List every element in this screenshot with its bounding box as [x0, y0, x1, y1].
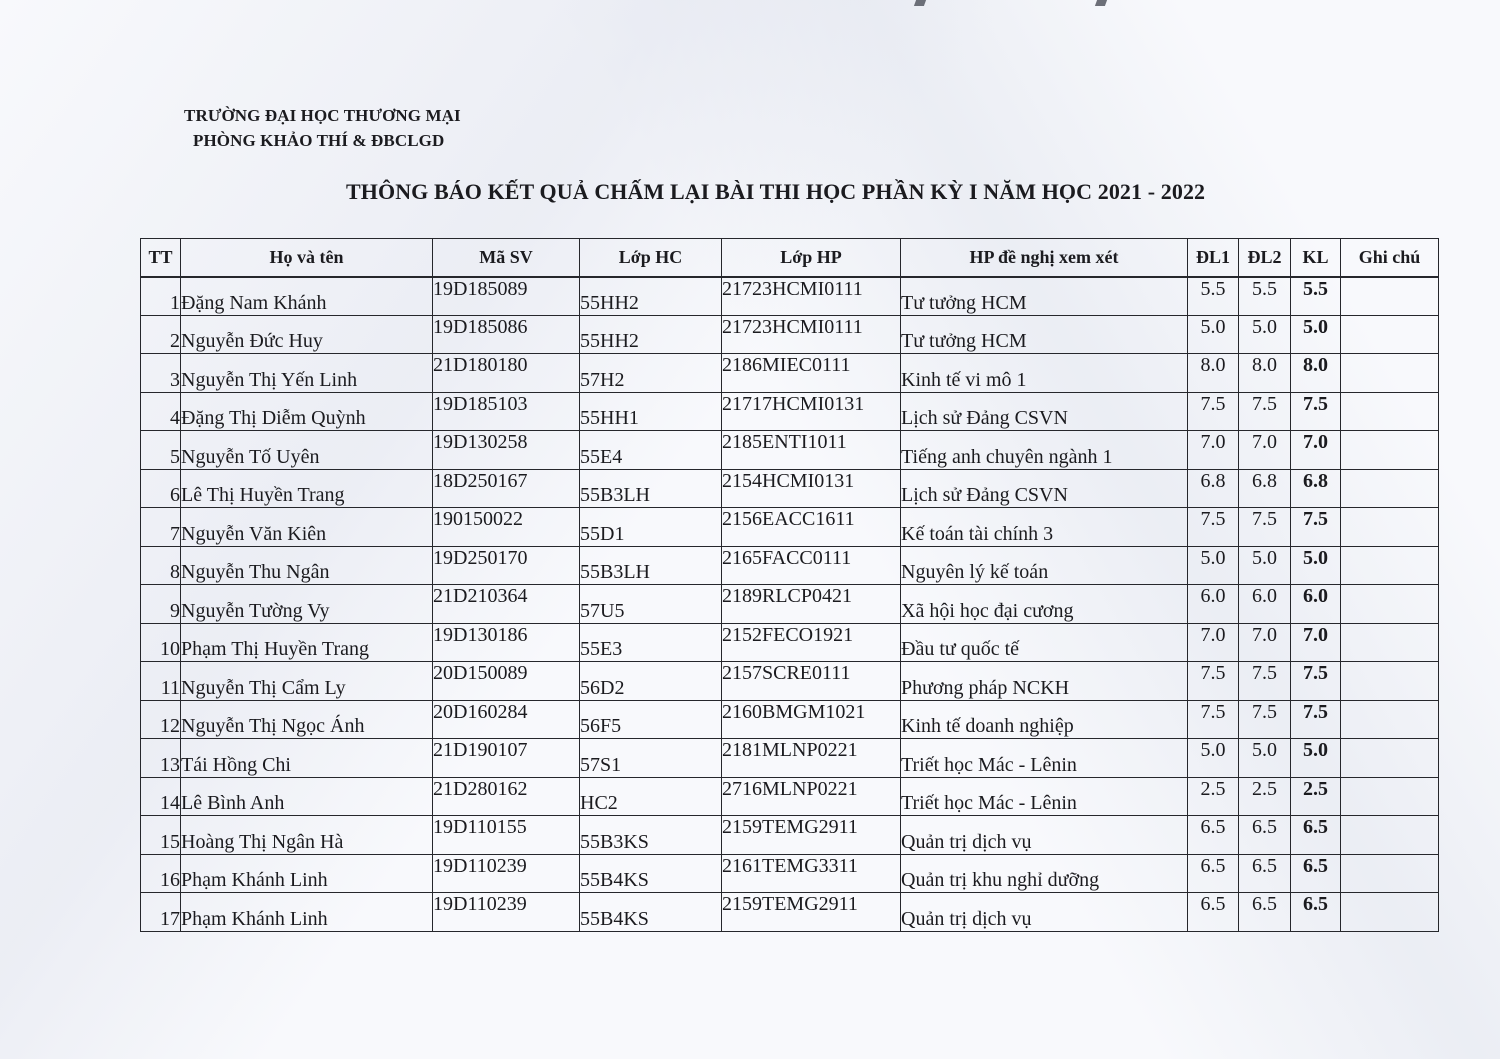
note-cell: [1341, 469, 1439, 508]
score-dl2-cell: 6.5: [1239, 816, 1291, 855]
final-score-cell: 5.0: [1291, 546, 1341, 585]
course-class-cell: 2156EACC1611: [722, 508, 901, 547]
student-id-cell: 19D110239: [433, 893, 580, 932]
note-cell: [1341, 315, 1439, 354]
score-dl1-cell: 6.8: [1188, 469, 1239, 508]
final-score-cell: 6.5: [1291, 816, 1341, 855]
note-cell: [1341, 277, 1439, 316]
student-name-cell: Nguyễn Thị Cẩm Ly: [181, 662, 433, 701]
student-id-cell: 19D185089: [433, 277, 580, 316]
score-dl2-cell: 5.0: [1239, 739, 1291, 778]
note-cell: [1341, 585, 1439, 624]
course-name-cell: Quản trị dịch vụ: [901, 893, 1188, 932]
column-header-note: Ghi chú: [1341, 239, 1439, 277]
document-title: THÔNG BÁO KẾT QUẢ CHẤM LẠI BÀI THI HỌC PHẦN KỲ I NĂM HỌC 2021 - 2022: [346, 179, 1206, 204]
student-name-cell: Đặng Nam Khánh: [181, 277, 433, 316]
course-name-cell: Kế toán tài chính 3: [901, 508, 1188, 547]
note-cell: [1341, 739, 1439, 778]
student-name-cell: Phạm Thị Huyền Trang: [181, 623, 433, 662]
row-number-cell: 2: [141, 315, 181, 354]
final-score-cell: 2.5: [1291, 777, 1341, 816]
column-header-admin-class: Lớp HC: [580, 239, 722, 277]
student-name-cell: Nguyễn Tường Vy: [181, 585, 433, 624]
row-number-cell: 3: [141, 354, 181, 393]
course-class-cell: 21723HCMI0111: [722, 277, 901, 316]
course-class-cell: 2165FACC0111: [722, 546, 901, 585]
admin-class-cell: 56F5: [580, 700, 722, 739]
course-class-cell: 2716MLNP0221: [722, 777, 901, 816]
admin-class-cell: 55B4KS: [580, 893, 722, 932]
admin-class-cell: 57U5: [580, 585, 722, 624]
student-id-cell: 20D160284: [433, 700, 580, 739]
score-dl2-cell: 6.8: [1239, 469, 1291, 508]
course-name-cell: Đầu tư quốc tế: [901, 623, 1188, 662]
table-row: [141, 315, 1439, 354]
score-dl2-cell: 5.0: [1239, 315, 1291, 354]
table-row: [141, 546, 1439, 585]
score-dl1-cell: 7.5: [1188, 700, 1239, 739]
row-number-cell: 6: [141, 469, 181, 508]
final-score-cell: 8.0: [1291, 354, 1341, 393]
student-name-cell: Nguyễn Thị Yến Linh: [181, 354, 433, 393]
column-header-course-requested: HP đề nghị xem xét: [901, 239, 1188, 277]
course-name-cell: Quản trị dịch vụ: [901, 816, 1188, 855]
column-header-dl2: ĐL2: [1239, 239, 1291, 277]
row-number-cell: 17: [141, 893, 181, 932]
note-cell: [1341, 508, 1439, 547]
score-dl1-cell: 5.0: [1188, 315, 1239, 354]
column-header-kl: KL: [1291, 239, 1341, 277]
note-cell: [1341, 662, 1439, 701]
final-score-cell: 7.5: [1291, 700, 1341, 739]
row-number-cell: 9: [141, 585, 181, 624]
table-row: [141, 662, 1439, 701]
row-number-cell: 4: [141, 392, 181, 431]
student-id-cell: 21D210364: [433, 585, 580, 624]
note-cell: [1341, 893, 1439, 932]
score-dl1-cell: 7.0: [1188, 431, 1239, 470]
score-dl2-cell: 6.5: [1239, 854, 1291, 893]
score-dl1-cell: 5.0: [1188, 739, 1239, 778]
table-row: [141, 392, 1439, 431]
course-class-cell: 21717HCMI0131: [722, 392, 901, 431]
final-score-cell: 7.5: [1291, 392, 1341, 431]
table-row: [141, 469, 1439, 508]
course-name-cell: Quản trị khu nghỉ dưỡng: [901, 854, 1188, 893]
student-name-cell: Phạm Khánh Linh: [181, 854, 433, 893]
note-cell: [1341, 854, 1439, 893]
admin-class-cell: 55HH2: [580, 277, 722, 316]
student-id-cell: 19D130186: [433, 623, 580, 662]
student-name-cell: Lê Bình Anh: [181, 777, 433, 816]
student-id-cell: 19D185103: [433, 392, 580, 431]
student-name-cell: Nguyễn Thị Ngọc Ánh: [181, 700, 433, 739]
table-row: [141, 508, 1439, 547]
student-id-cell: 21D180180: [433, 354, 580, 393]
score-dl2-cell: 7.5: [1239, 662, 1291, 701]
score-dl1-cell: 5.0: [1188, 546, 1239, 585]
table-row: [141, 854, 1439, 893]
table-row: [141, 816, 1439, 855]
course-name-cell: Kinh tế doanh nghiệp: [901, 700, 1188, 739]
score-dl1-cell: 7.5: [1188, 508, 1239, 547]
course-name-cell: Xã hội học đại cương: [901, 585, 1188, 624]
student-id-cell: 21D190107: [433, 739, 580, 778]
course-name-cell: Lịch sử Đảng CSVN: [901, 469, 1188, 508]
student-name-cell: Nguyễn Tố Uyên: [181, 431, 433, 470]
course-class-cell: 2185ENTI1011: [722, 431, 901, 470]
course-class-cell: 2159TEMG2911: [722, 816, 901, 855]
row-number-cell: 13: [141, 739, 181, 778]
column-header-student-id: Mã SV: [433, 239, 580, 277]
table-row: [141, 777, 1439, 816]
score-dl2-cell: 7.0: [1239, 623, 1291, 662]
course-class-cell: 2159TEMG2911: [722, 893, 901, 932]
course-class-cell: 2161TEMG3311: [722, 854, 901, 893]
admin-class-cell: 55E3: [580, 623, 722, 662]
score-dl1-cell: 6.5: [1188, 816, 1239, 855]
table-row: [141, 431, 1439, 470]
score-dl1-cell: 2.5: [1188, 777, 1239, 816]
course-name-cell: Triết học Mác - Lênin: [901, 777, 1188, 816]
student-id-cell: 19D250170: [433, 546, 580, 585]
final-score-cell: 7.5: [1291, 508, 1341, 547]
note-cell: [1341, 392, 1439, 431]
student-name-cell: Đặng Thị Diễm Quỳnh: [181, 392, 433, 431]
admin-class-cell: 55HH1: [580, 392, 722, 431]
score-dl1-cell: 6.0: [1188, 585, 1239, 624]
organization-header: [184, 103, 461, 153]
row-number-cell: 15: [141, 816, 181, 855]
row-number-cell: 8: [141, 546, 181, 585]
final-score-cell: 5.0: [1291, 315, 1341, 354]
column-header-course-class: Lớp HP: [722, 239, 901, 277]
student-name-cell: Lê Thị Huyền Trang: [181, 469, 433, 508]
score-dl1-cell: 6.5: [1188, 893, 1239, 932]
student-name-cell: Phạm Khánh Linh: [181, 893, 433, 932]
table-row: [141, 354, 1439, 393]
student-id-cell: 20D150089: [433, 662, 580, 701]
score-dl2-cell: 6.5: [1239, 893, 1291, 932]
course-class-cell: 2160BMGM1021: [722, 700, 901, 739]
note-cell: [1341, 816, 1439, 855]
table-row: [141, 700, 1439, 739]
course-name-cell: Kinh tế vi mô 1: [901, 354, 1188, 393]
final-score-cell: 6.5: [1291, 893, 1341, 932]
final-score-cell: 6.5: [1291, 854, 1341, 893]
row-number-cell: 14: [141, 777, 181, 816]
course-name-cell: Tư tưởng HCM: [901, 277, 1188, 316]
score-dl2-cell: 6.0: [1239, 585, 1291, 624]
course-class-cell: 2154HCMI0131: [722, 469, 901, 508]
admin-class-cell: 55HH2: [580, 315, 722, 354]
row-number-cell: 12: [141, 700, 181, 739]
row-number-cell: 16: [141, 854, 181, 893]
note-cell: [1341, 354, 1439, 393]
admin-class-cell: 55D1: [580, 508, 722, 547]
student-id-cell: 19D130258: [433, 431, 580, 470]
table-row: [141, 739, 1439, 778]
score-dl2-cell: 8.0: [1239, 354, 1291, 393]
score-dl2-cell: 7.5: [1239, 700, 1291, 739]
final-score-cell: 5.0: [1291, 739, 1341, 778]
admin-class-cell: 55B3LH: [580, 469, 722, 508]
student-id-cell: 19D110155: [433, 816, 580, 855]
admin-class-cell: 55B3KS: [580, 816, 722, 855]
table-row: [141, 893, 1439, 932]
score-dl1-cell: 5.5: [1188, 277, 1239, 316]
table-row: [141, 623, 1439, 662]
student-id-cell: 18D250167: [433, 469, 580, 508]
admin-class-cell: 55B3LH: [580, 546, 722, 585]
table-body: [141, 277, 1439, 932]
course-name-cell: Nguyên lý kế toán: [901, 546, 1188, 585]
department-name: PHÒNG KHẢO THÍ & ĐBCLGD: [193, 131, 445, 150]
student-id-cell: 19D185086: [433, 315, 580, 354]
course-name-cell: Tiếng anh chuyên ngành 1: [901, 431, 1188, 470]
table-header-row: [141, 239, 1439, 277]
row-number-cell: 5: [141, 431, 181, 470]
final-score-cell: 6.0: [1291, 585, 1341, 624]
final-score-cell: 7.0: [1291, 431, 1341, 470]
regrade-results-table: [140, 238, 1439, 932]
final-score-cell: 6.8: [1291, 469, 1341, 508]
course-class-cell: 2189RLCP0421: [722, 585, 901, 624]
admin-class-cell: 57S1: [580, 739, 722, 778]
course-class-cell: 2181MLNP0221: [722, 739, 901, 778]
student-id-cell: 19D110239: [433, 854, 580, 893]
final-score-cell: 7.5: [1291, 662, 1341, 701]
row-number-cell: 11: [141, 662, 181, 701]
admin-class-cell: 56D2: [580, 662, 722, 701]
score-dl2-cell: 5.0: [1239, 546, 1291, 585]
note-cell: [1341, 700, 1439, 739]
student-name-cell: Nguyễn Đức Huy: [181, 315, 433, 354]
university-name: TRƯỜNG ĐẠI HỌC THƯƠNG MẠI: [184, 106, 461, 125]
student-id-cell: 190150022: [433, 508, 580, 547]
column-header-tt: TT: [141, 239, 181, 277]
admin-class-cell: HC2: [580, 777, 722, 816]
column-header-dl1: ĐL1: [1188, 239, 1239, 277]
final-score-cell: 7.0: [1291, 623, 1341, 662]
course-class-cell: 2186MIEC0111: [722, 354, 901, 393]
score-dl2-cell: 7.5: [1239, 508, 1291, 547]
admin-class-cell: 57H2: [580, 354, 722, 393]
course-name-cell: Triết học Mác - Lênin: [901, 739, 1188, 778]
score-dl2-cell: 5.5: [1239, 277, 1291, 316]
row-number-cell: 7: [141, 508, 181, 547]
table-row: [141, 277, 1439, 316]
admin-class-cell: 55E4: [580, 431, 722, 470]
course-name-cell: Lịch sử Đảng CSVN: [901, 392, 1188, 431]
note-cell: [1341, 777, 1439, 816]
final-score-cell: 5.5: [1291, 277, 1341, 316]
score-dl2-cell: 7.0: [1239, 431, 1291, 470]
course-class-cell: 2157SCRE0111: [722, 662, 901, 701]
admin-class-cell: 55B4KS: [580, 854, 722, 893]
course-name-cell: Tư tưởng HCM: [901, 315, 1188, 354]
score-dl2-cell: 7.5: [1239, 392, 1291, 431]
score-dl1-cell: 6.5: [1188, 854, 1239, 893]
score-dl1-cell: 7.5: [1188, 392, 1239, 431]
course-name-cell: Phương pháp NCKH: [901, 662, 1188, 701]
note-cell: [1341, 431, 1439, 470]
note-cell: [1341, 623, 1439, 662]
column-header-name: Họ và tên: [181, 239, 433, 277]
student-name-cell: Hoàng Thị Ngân Hà: [181, 816, 433, 855]
course-class-cell: 21723HCMI0111: [722, 315, 901, 354]
note-cell: [1341, 546, 1439, 585]
score-dl1-cell: 7.0: [1188, 623, 1239, 662]
row-number-cell: 10: [141, 623, 181, 662]
score-dl1-cell: 8.0: [1188, 354, 1239, 393]
table-row: [141, 585, 1439, 624]
student-id-cell: 21D280162: [433, 777, 580, 816]
student-name-cell: Tái Hồng Chi: [181, 739, 433, 778]
student-name-cell: Nguyễn Thu Ngân: [181, 546, 433, 585]
row-number-cell: 1: [141, 277, 181, 316]
course-class-cell: 2152FECO1921: [722, 623, 901, 662]
score-dl2-cell: 2.5: [1239, 777, 1291, 816]
student-name-cell: Nguyễn Văn Kiên: [181, 508, 433, 547]
score-dl1-cell: 7.5: [1188, 662, 1239, 701]
